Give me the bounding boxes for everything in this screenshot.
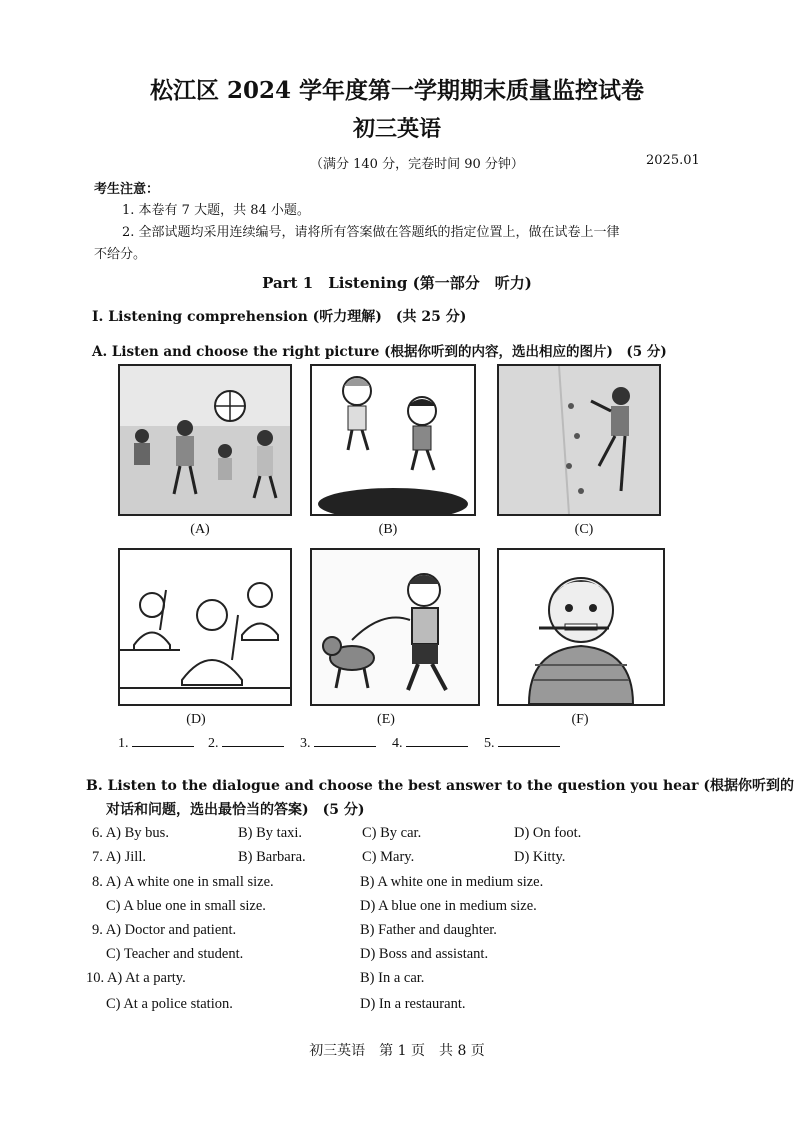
notice-heading: 考生注意： [94,182,160,197]
answer-blank-5[interactable]: 5. [484,736,560,752]
question-8-d: D) A blue one in medium size. [360,898,537,914]
page-subtitle: 初三英语 [352,116,441,142]
part1-heading: Part 1 Listening (第一部分 听力) [262,274,532,292]
notice-item-2-cont: 不给分。 [94,247,147,262]
question-6-c: C) By car. [362,825,422,841]
exam-date: 2025.01 [646,153,700,168]
question-10-a: 10. A) At a party. [86,970,186,986]
notice-item-1: 1. 本卷有 7 大题，共 84 小题。 [122,203,310,218]
picture-label: (D) [186,712,206,727]
answer-blank-4[interactable]: 4. [392,736,468,752]
question-9-c: C) Teacher and student. [106,946,244,962]
question-7-b: B) Barbara. [238,849,306,865]
section-b-heading: B. Listen to the dialogue and choose the best answer to the question you hear (根据你听到的 [86,778,794,794]
question-6-b: B) By taxi. [238,825,303,841]
picture-label: (F) [571,712,589,727]
question-8-b: B) A white one in medium size. [360,874,544,890]
picture-label: (B) [378,522,398,537]
boy-walking-dog-icon [310,548,480,706]
answer-blank-1[interactable]: 1. [118,736,194,752]
question-10-c: C) At a police station. [106,996,233,1012]
section-b-heading-cont: 对话和问题，选出最恰当的答案) (5 分) [106,802,365,818]
picture-label: (E) [377,712,395,727]
raising-hands-classroom-icon [118,548,292,706]
question-6-d: D) On foot. [514,825,582,841]
page-footer: 初三英语 第 1 页 共 8 页 [309,1043,485,1059]
answer-blank-3[interactable]: 3. [300,736,376,752]
question-7-d: D) Kitty. [514,849,566,865]
answer-blank-2[interactable]: 2. [208,736,284,752]
question-9-b: B) Father and daughter. [360,922,497,938]
question-10-b: B) In a car. [360,970,425,986]
question-9-d: D) Boss and assistant. [360,946,489,962]
question-7-c: C) Mary. [362,849,415,865]
notice-item-2: 2. 全部试题均采用连续编号，请将所有答案做在答题纸的指定位置上，做在试卷上一律 [122,225,620,240]
question-10-d: D) In a restaurant. [360,996,466,1012]
question-6-a: 6. A) By bus. [92,825,169,841]
boy-brushing-teeth-icon [497,548,665,706]
score-time: （满分 140 分，完卷时间 90 分钟） [310,157,524,172]
trampoline-kids-icon [310,364,476,516]
section-1-heading: I. Listening comprehension (听力理解) (共 25 分) [92,309,467,325]
beach-ball-family-icon [118,364,292,516]
question-7-a: 7. A) Jill. [92,849,146,865]
picture-label: (C) [574,522,594,537]
section-a-heading: A. Listen and choose the right picture (根据你听到的内容，选出相应的图片) (5 分) [92,344,667,360]
rock-climbing-icon [497,364,661,516]
picture-label: (A) [190,522,210,537]
question-8-a: 8. A) A white one in small size. [92,874,274,890]
question-8-c: C) A blue one in small size. [106,898,266,914]
question-9-a: 9. A) Doctor and patient. [92,922,237,938]
page-title: 松江区 2024 学年度第一学期期末质量监控试卷 [149,77,645,104]
